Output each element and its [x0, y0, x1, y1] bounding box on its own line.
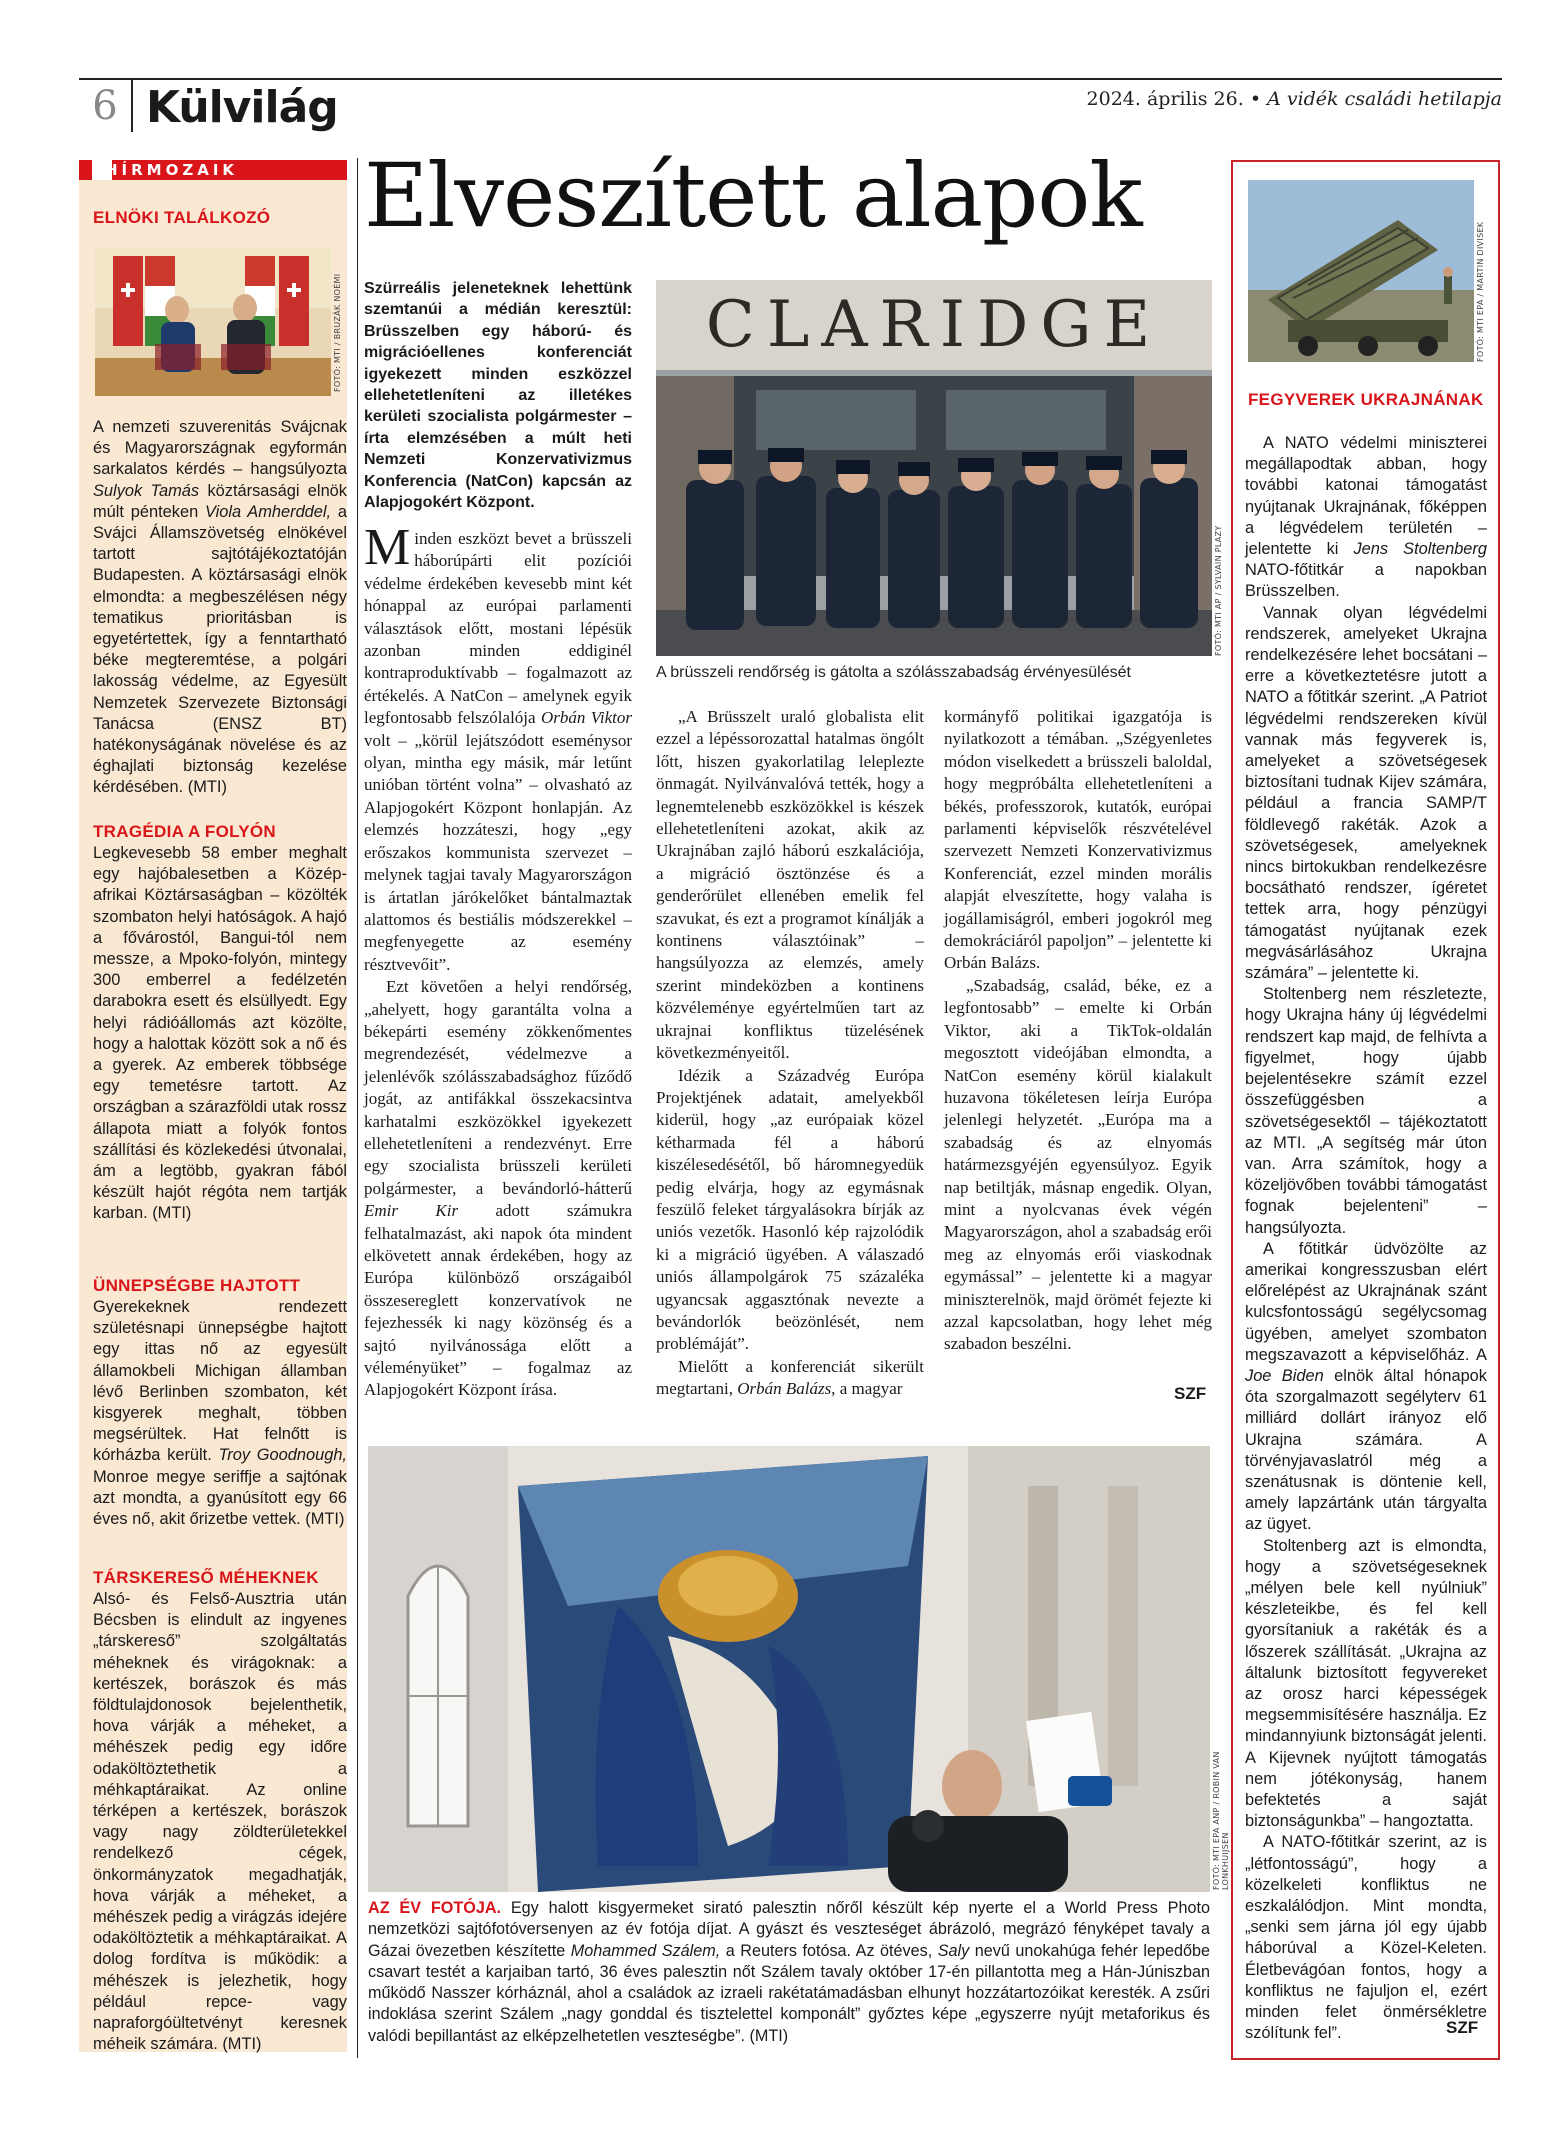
right-photo-credit: FOTÓ: MTI EPA / MARTIN DIVISEK: [1476, 221, 1485, 362]
article-signature: SZF: [1174, 1384, 1207, 1403]
sidebar-item-title-party: ÜNNEPSÉGBE HAJTOTT: [93, 1276, 301, 1295]
sidebar-item-text-bees: Alsó- és Felső-Ausztria után Bécsben is elindult az ingyenes „társkereső” szolgáltatás méheknek és virágoknak: a kertészek, borászok és más földtulajdonosok bejelenthetik, hova várják a méheket, a méhészek pedig egy időre odaköltöztethetik a méhkaptáraikat. Az online térképen a kertészek, borászok vagy nagy zöldterületekkel rendelkező cégek, önkormányzatok megadhatják, hova várják a méheket, a méhészek pedig a virágzás idejére odaköltöztetik a méhkaptáraikat. A dolog fordítva is működik: a méhészek is jelezhetik, hogy például repce- vagy napraforgóültetvényt keresnek méheik számára. (MTI): [93, 1590, 347, 2054]
issue-date: 2024. április 26.: [1086, 88, 1244, 110]
dateline: [1087, 88, 1502, 110]
sidebar-item-text-presidential: A nemzeti szuverenitás Svájcnak és Magyarországnak egyformán sarkalatos kérdés – hangsúlyozta Sulyok Tamás köztársasági elnök múlt pénteken Viola Amherddel, a Svájci Államszövetség elnökével tartott sajtótájékoztatóján Budapesten. A köztársasági elnök elmondta: a megbeszélésen négy tematikus prioritásban is egyetértettek, így a fenntartható béke megteremtése, a polgári lakosság védelme, az Egyesült Nemzetek Szervezete Biztonsági Tanácsa (ENSZ BT) hatékonyságának növelése és az éghajlati biztonság kezelése kérdésében. (MTI): [93, 418, 348, 797]
sidebar-item-title-river: TRAGÉDIA A FOLYÓN: [93, 822, 276, 841]
claridge-sign: CLARIDGE: [705, 288, 1163, 362]
dateline-bullet: •: [1249, 88, 1262, 110]
right-article-text: A NATO védelmi miniszterei megállapodtak abban, hogy további katonai támogatást nyújtanak Ukrajnának, főképpen a légvédelem területén – jelentette ki Jens Stoltenberg NATO-főtitkár a napokban Brüsszelben. Vannak olyan légvédelmi rendszerek, amelyeket Ukrajna rendelkezésére lehet bocsátani – erre a következtetésre jutott a NATO a főtitkár szerint. „A Patriot légvédelmi rendszereken kívül vannak más fegyverek is, amelyeket a szövetségesek biztosítani tudnak Kijev számára, például a francia SAMP/T földlevegő rakéták. Azok a szövetségesek, amelyeknek nincs birtokukban rendelkezésre bocsátható rendszer, ígéretet tettek arra, hogy pénzügyi támogatást nyújtanak ezek megvásárlásához Ukrajna számára” – jelentette ki. Stoltenberg nem részletezte, hogy Ukrajna hány új légvédelmi rendszert kap majd, de felhívta a figyelmet, hogy újabb bejelentésekre számít ezzel összefüggésben a szövetségesektől – tájékoztatott az MTI. „A segítség már úton van. Arra számítok, hogy a közeljövőben további támogatást fognak bejelenteni” – hangsúlyozta. A főtitkár üdvözölte az amerikai kongresszusban elért előrelépést az Ukrajnának szánt kulcsfontosságú segélycsomag ügyében, amelyet szombaton megszavazott a képviselőház. A Joe Biden elnök által hónapok óta szorgalmazott segélyterv 61 milliárd dollárt irányoz elő Ukrajna számára. A törvényjavaslatról még a szenátusnak is döntenie kell, amely lapzártánk után tárgyalta az ügyet. Stoltenberg azt is elmondta, hogy a szövetségeseknek „mélyen bele kell nyúlniuk” készleteikbe, és fel kell gyorsítaniuk a rakéták és a lőszerek szállítását. „Ukrajna az általunk biztosított fegyvereket az orosz harci képességek megsemmisítésére használja. Ez mindannyiunk biztonságát jelenti. A Kijevnek nyújtott támogatás nem jótékonyság, hanem befektetés a saját biztonságunkba” – hangoztatta. A NATO-főtitkár szerint, az is „létfontosságú”, hogy a közelkeleti konfliktus ne eszkalálódjon. Mint mondta, „senki sem járna jól egy újabb háborúval a Közel-Keleten. Életbevágóan fontos, hogy a konfliktus ne fajuljon el, ezért minden felet önmérsékletre szólítunk fel”.: [1245, 434, 1487, 2043]
column-rule: [357, 158, 358, 2058]
sidebar-header: [79, 160, 347, 180]
article-column-3: kormányfő politikai igazgatója is nyilatkozott a témában. „Szégyenletes módon viselkedett a brüsszeli baloldal, hogy megpróbálta ellehetetleníteni a békés, professzorok, kutatók, európai parlamenti képviselők részvételével szervezett Nemzeti Konzervativizmus Konferenciát, ezzel minden morális alapját elveszítette, hogy valaha is jogállamiságról, emberi jogokról meg demokráciáról papoljon” – jelentette ki Orbán Balázs. „Szabadság, család, béke, ez a legfontosabb” – emelte ki Orbán Viktor, aki a TikTok-oldalán megosztott videójában elmondta, a NatCon esemény körül kialakult huzavona tökéletesen leírja Európa jelenlegi helyzetét. „Európa ma a szabadság és az elnyomás határmezsgyéjén egyensúlyoz. Egyik nap betiltják, másnap engedik. Olyan, mint a nyolcvanas évek végén Magyarországon, ahol a szabadság erői meg az elnyomás erői viaskodnak egymással” – jelentette ki a magyar miniszterelnök, majd örömét fejezte ki azzal kapcsolatban, hogy lehet még szabadon beszélni.: [944, 707, 1212, 1354]
sidebar-item-text-party: Gyerekeknek rendezett születésnapi ünnepségbe hajtott egy ittas nő az egyesült államokbeli Michigan államban lévő Berlinben szombaton, két kisgyerek meghalt, többen megsérültek. Hat felnőtt is kórházba került. Troy Goodnough, Monroe megye seriffje a sajtónak azt mondta, a gyanúsított egy 66 éves nő, akit őrizetbe vettek. (MTI): [93, 1298, 347, 1529]
right-article-title: FEGYVEREK UKRAJNÁNAK: [1248, 390, 1484, 409]
photo2-caption: AZ ÉV FOTÓJA. Egy halott kisgyermeket sirató palesztin nőről készült kép nyerte el a World Press Photo nemzetközi sajtófotóversenyen az év fotója díjat. A gyászt és veszteséget ábrázoló, megrázó fényképet tavaly a Gázai övezetben készítette Mohammed Szálem, a Reuters fotósa. Az ötéves, Saly nevű unokahúga fehér lepedőbe csavart testét a karjaiban tartó, 36 éves palesztin nőt Szálem tavaly október 17-én pillantotta meg a Hán-Júniszban működő Nasszer kórháznál, ahol a családok az izraeli rakétatámadásban elhunyt hozzátartozóikat keresték. A zsűri indoklása szerint Szálem „nagy gonddal és tisztelettel komponált” győztes képe „egyszerre nyújt metaforikus és valódi bepillantást az elképzelhetetlen veszteségbe”. (MTI): [368, 1899, 1210, 2045]
sidebar-label: HÍRMOZAIK: [105, 161, 239, 179]
article-column-1: Minden eszközt bevet a brüsszeli háborúpárti elit pozíciói védelme érdekében kevesebb mint két hónappal az európai parlamenti választások előtt, mostani lépésük azonban minden eddiginél kontraproduktívabb – fogalmazott az értékelés. A NatCon – amelynek egyik legfontosabb felszólalója Orbán Viktor volt – „körül lejátszódott eseménysor olyan, mintha egy másik, már letűnt unióban történt volna” – olvasható az Alapjogokért Központ honlapján. Az elemzés hozzáteszi, hogy „egy erőszakos kommunista szervezet – melynek tagjai tavaly Magyarországon is ártatlan járókelőket bántalmaztak alattomos és bestiális módszerekkel – megfenyegette az esemény résztvevőit”. Ezt követően a helyi rendőrség, „ahelyett, hogy garantálta volna a békepárti esemény zökkenőmentes megrendezését, védelmezve a jelenlévők szólásszabadsághoz fűződő jogát, az antifákkal összekacsintva karhatalmi eszközökkel igyekezett ellehetetleníteni a rendezvényt. Erre egy szocialista brüsszeli kerületi polgármester, a bevándorló-hátterű Emir Kir adott számukra felhatalmazást, aki napok óta mindent elkövetett annak érdekében, hogy az Európa különböző országaiból összesereglett konzervatívok ne fejezhessék ki nagy közönség és a sajtó nyilvánossága előtt a véleményüket” – fogalmaz az Alapjogokért Központ írása.: [364, 519, 632, 1400]
patriot-system-photo: [1248, 180, 1474, 362]
sidebar-photo-credit: FOTÓ: MTI / BRUZÁK NOÉMI: [333, 273, 342, 392]
sidebar-item-text-river: Legkevesebb 58 ember meghalt egy hajóbalesetben a Közép-afrikai Köztársaságban – közölték szombaton helyi hatóságok. A hajó a fővárostól, Bangui-tól nem messze, a Mpoko-folyón, mintegy 300 emberrel a fedélzetén darabokra esett és elsüllyedt. Egy helyi rádióállomás azt közölte, hogy a halottak között sok a nő és a gyerek. Az emberek többsége egy temetésre tartott. Az országban a szárazföldi utak rossz állapota miatt a folyók fontos szállítási és közlekedési útvonalai, ám a legtöbb, gyakran fából készült hajót régóta nem tartják karban. (MTI): [93, 844, 347, 1223]
article-column-2: „A Brüsszelt uraló globalista elit ezzel a lépéssorozattal hatalmas öngólt lőtt, hiszen gyakorlatilag leleplezte önmagát. Nyilvánvalóvá tették, hogy a legnemtelenebb eszközökkel is készek ellehetetleníteni azokat, akik az Ukrajnában zajló háború eszkalációja, a migráció ösztönzése és a genderőrület ellenében emelik fel szavukat, és ezt a programot kínálják a kontinens választóinak” – hangsúlyozza az elemzés, amely szerint mindeközben a kontinens közvéleménye egyértelműen tart az ukrajnai konfliktus tüzelésének következményeitől. Idézik a Századvég Európa Projektjének adatait, amelyekből kiderül, hogy „az európaiak közel kétharmada fél a háború kiszélesedésétől, bő háromnegyedük pedig elvárja, hogy az egymásnak feszülő feleket tárgyalásokra bírják az uniós vezetők. Hasonló kép rajzolódik ki a migráció ügyében. A válaszadó uniós állampolgárok 75 százaléka ugyancsak aggasztónak nevezte a bevándorlók beözönlését, nem problémáját”. Mielőtt a konferenciát sikerült megtartani, Orbán Balázs, a magyar: [656, 707, 924, 1399]
photo1-caption: A brüsszeli rendőrség is gátolta a szólásszabadság érvényesülését: [656, 664, 1131, 681]
photo2-caption-label: AZ ÉV FOTÓJA.: [368, 1899, 502, 1917]
photo1-credit: FOTÓ: MTI AP / SYLVAIN PLAZY: [1214, 525, 1223, 656]
page-number: 6: [79, 80, 133, 132]
header-rule: [79, 78, 1502, 80]
article-lead: Szürreális jeleneteknek lehettünk szemtanúi a médián keresztül: Brüsszelben egy háború- és migrációellenes konferenciát igyekezett minden eszközzel ellehetetleníteni az illetékes kerületi szocialista polgármester – írta elemzésében a múlt heti Nemzeti Konzervativizmus Konferencia (NatCon) kapcsán az Alapjogokért Központ.: [364, 280, 632, 512]
sidebar-item-title-presidential: ELNÖKI TALÁLKOZÓ: [93, 208, 271, 227]
photo2-credit: FOTÓ: MTI EPA ANP / ROBIN VAN LONKHUIJSEN: [1212, 1751, 1230, 1890]
article-title: Elveszített alapok: [364, 144, 1142, 247]
tagline: A vidék családi hetilapja: [1267, 88, 1502, 110]
police-claridge-photo: [656, 280, 1212, 656]
presidents-meeting-photo: [95, 248, 331, 396]
right-signature: SZF: [1446, 2018, 1479, 2037]
world-press-photo: [368, 1446, 1210, 1892]
sidebar-item-title-bees: TÁRSKERESŐ MÉHEKNEK: [93, 1568, 319, 1587]
section-title: Külvilág: [146, 82, 338, 133]
drop-cap: M: [364, 519, 411, 576]
